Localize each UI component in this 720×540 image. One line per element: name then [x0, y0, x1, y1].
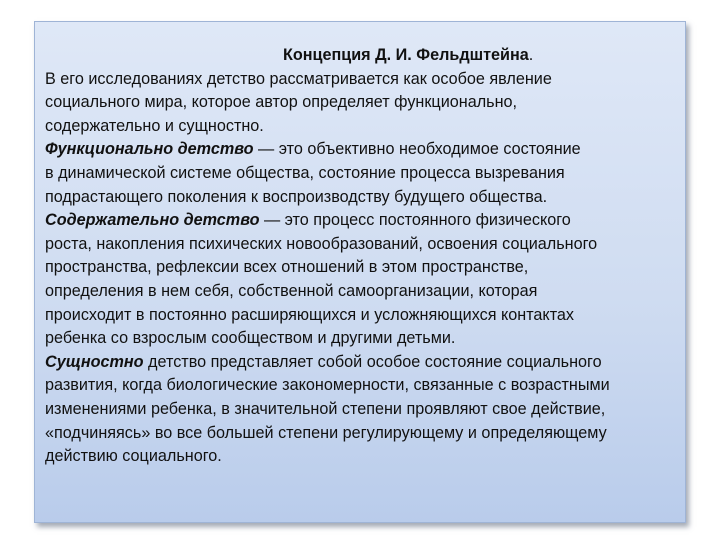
functional-definition-start: — это объективно необходимое состояние	[253, 140, 581, 159]
intro-line: В его исследованиях детство рассматривается как особое явление	[45, 69, 552, 88]
title-text: Концепция Д. И. Фельдштейна	[283, 46, 529, 64]
essential-term: Сущностно	[45, 352, 144, 371]
functional-line: в динамической системе общества, состояние процесса вызревания	[45, 163, 565, 182]
essential-line: действию социального.	[45, 447, 222, 466]
content-definition-start: — это процесс постоянного физического	[259, 211, 571, 230]
intro-line: содержательно и сущностно.	[45, 116, 264, 135]
functional-term: Функционально детство	[45, 140, 254, 159]
content-line: ребенка со взрослым сообществом и другими детьми.	[45, 329, 456, 348]
essential-line: «подчиняясь» во все большей степени регулирующему и определяющему	[45, 423, 607, 442]
content-first-line	[45, 209, 681, 233]
essential-line: изменениями ребенка, в значительной степени проявляют свое действие,	[45, 399, 606, 418]
functional-line: подрастающего поколения к воспроизводству будущего общества.	[45, 187, 548, 206]
intro-line: социального мира, которое автор определяет функционально,	[45, 93, 518, 112]
body-text	[45, 44, 681, 469]
essential-definition-start: детство представляет собой особое состояние социального	[143, 352, 602, 371]
content-line: роста, накопления психических новообразований, освоения социального	[45, 234, 598, 253]
content-line: определения в нем себя, собственной самоорганизации, которая	[45, 281, 538, 300]
content-line: происходит в постоянно расширяющихся и усложняющихся контактах	[45, 305, 575, 324]
content-term: Содержательно детство	[45, 211, 260, 230]
slide-title	[45, 44, 681, 68]
title-period: .	[528, 46, 534, 64]
text-panel	[34, 21, 686, 523]
essential-line: развития, когда биологические закономерности, связанные с возрастными	[45, 376, 610, 395]
functional-first-line	[45, 138, 681, 162]
content-line: пространства, рефлексии всех отношений в этом пространстве,	[45, 258, 529, 277]
essential-first-line	[45, 351, 681, 375]
